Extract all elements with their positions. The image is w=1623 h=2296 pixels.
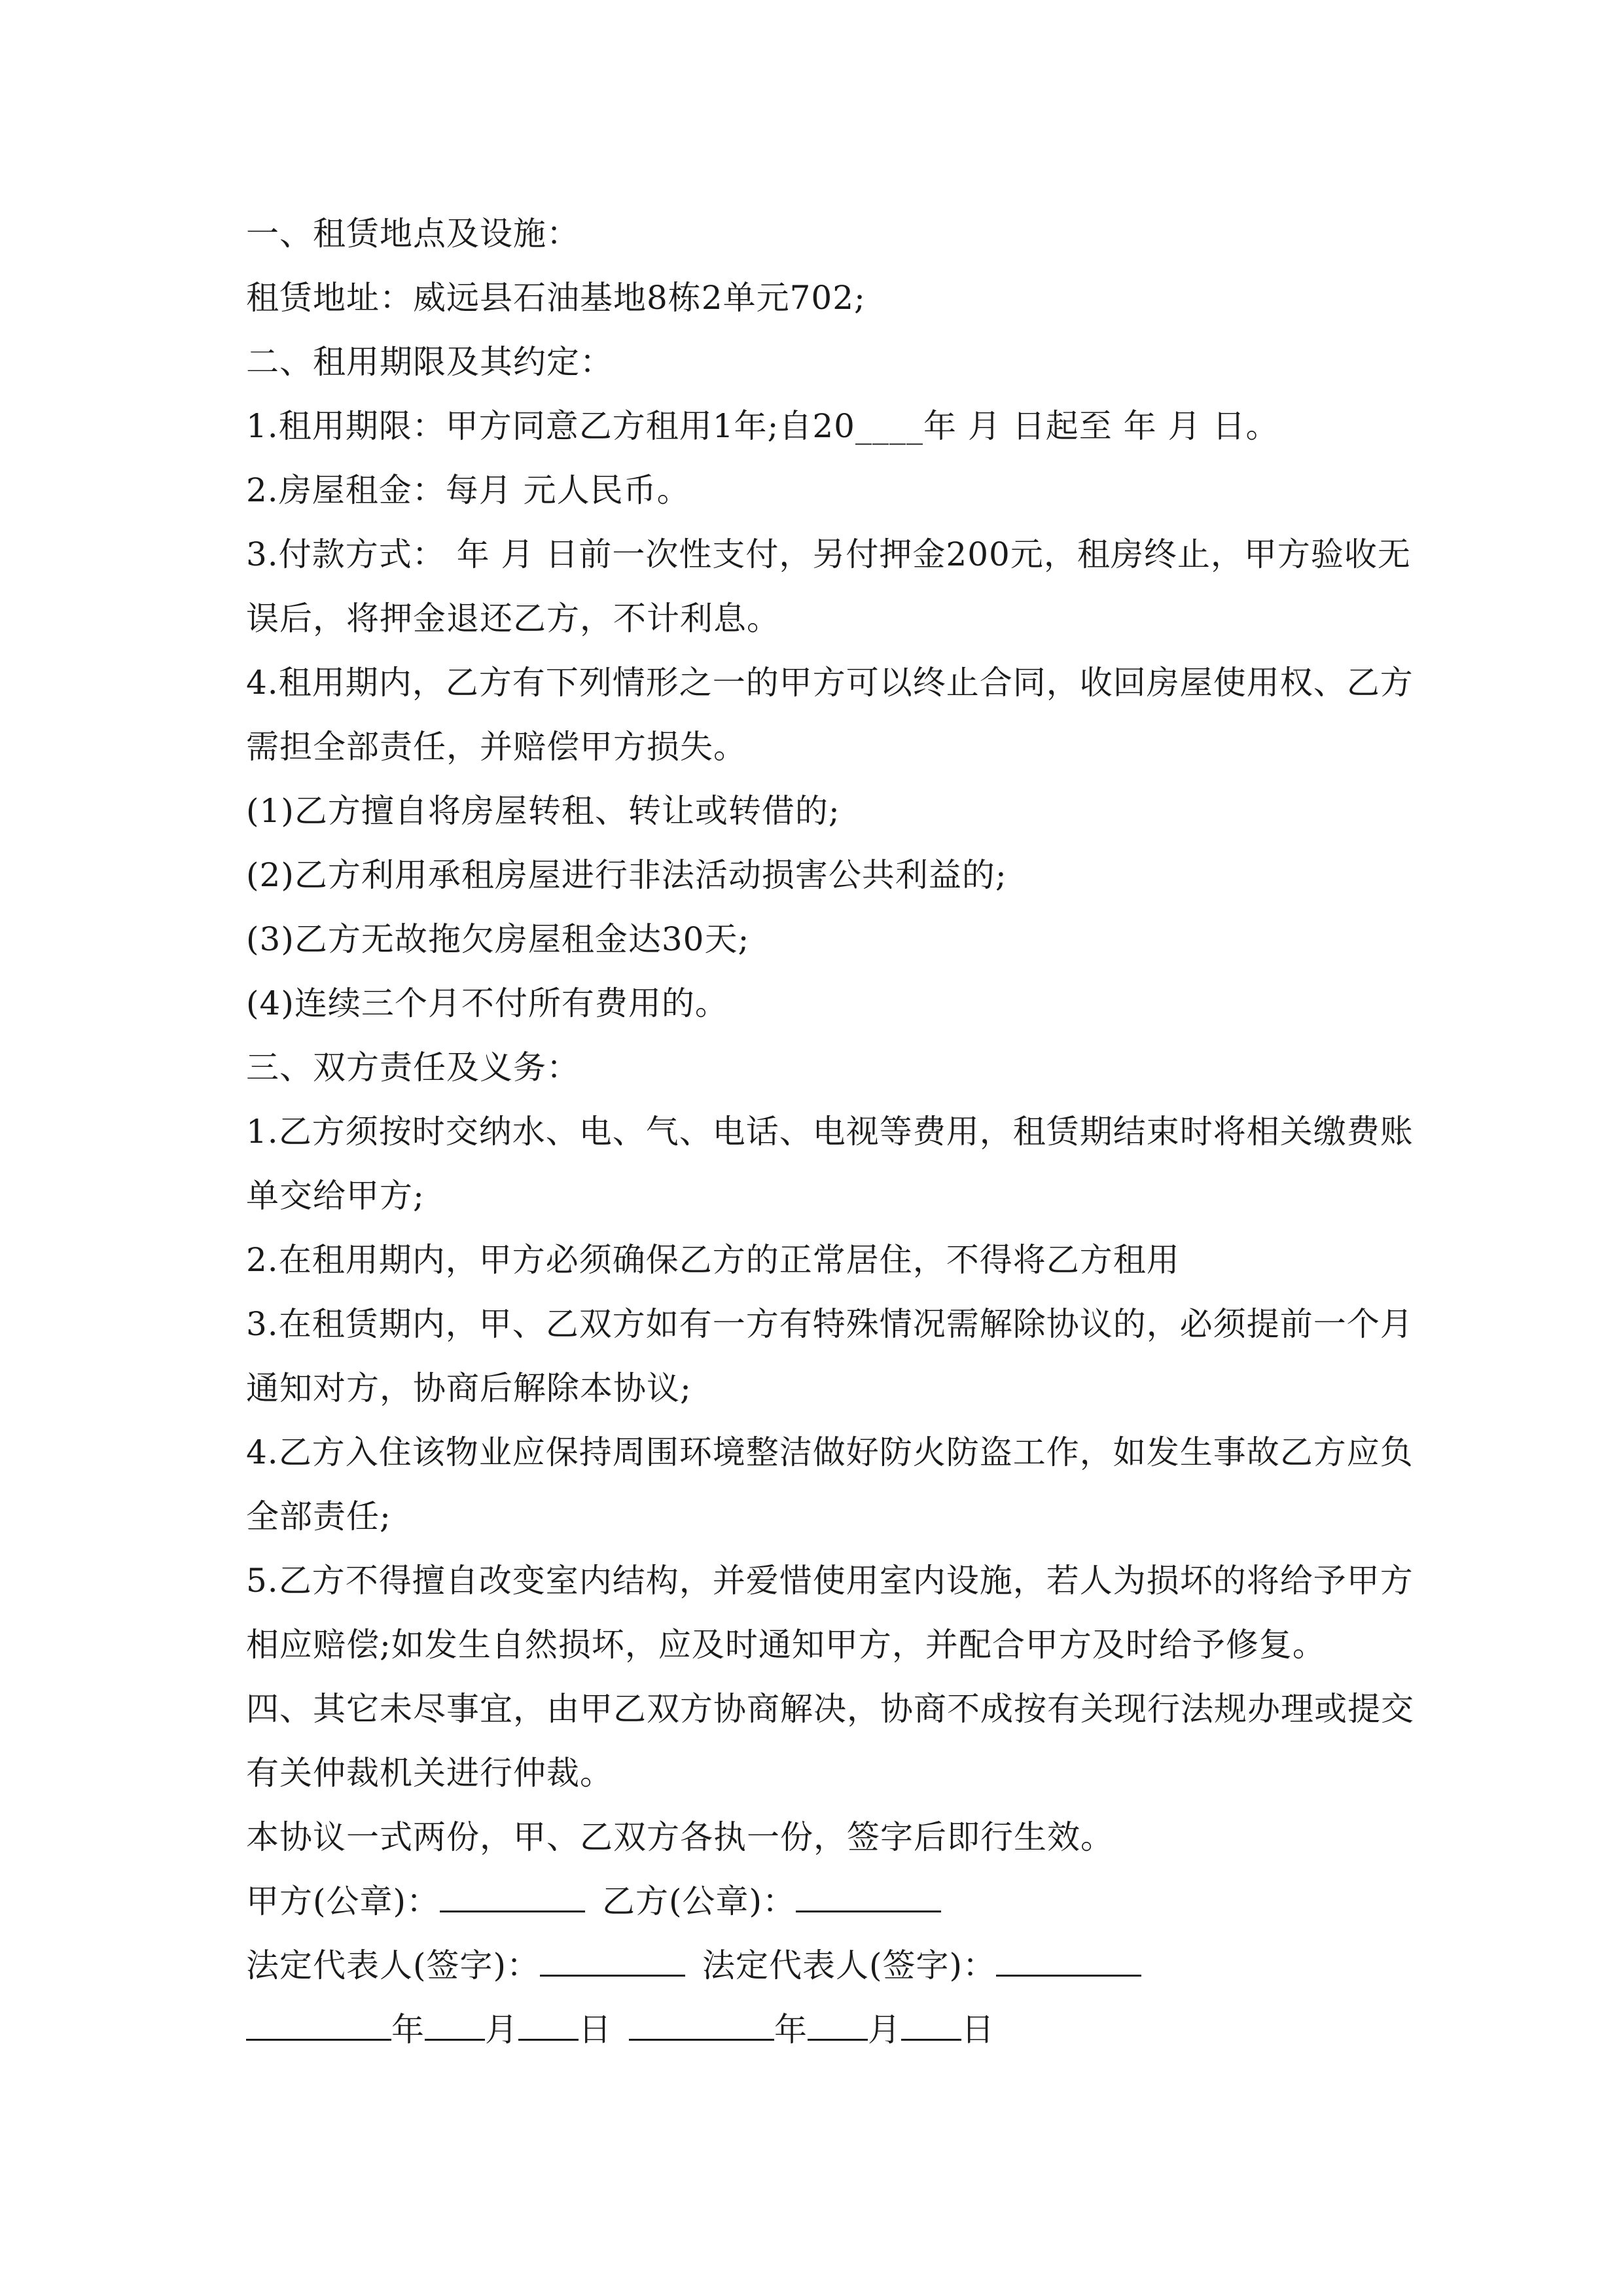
termination-item-1: (1)乙方擅自将房屋转租、转让或转借的; xyxy=(246,792,840,830)
contract-page xyxy=(246,202,1414,2062)
effectiveness-clause: 本协议一式两份，甲、乙双方各执一份，签字后即行生效。 xyxy=(246,1818,1114,1856)
date-b-day-blank xyxy=(901,2010,961,2041)
duty-clause-5-cont: 相应赔偿;如发生自然损坏，应及时通知甲方，并配合甲方及时给予修复。 xyxy=(246,1626,1326,1664)
termination-item-4: (4)连续三个月不付所有费用的。 xyxy=(246,984,728,1022)
duty-clause-1: 1.乙方须按时交纳水、电、气、电话、电视等费用，租赁期结束时将相关缴费账 xyxy=(246,1113,1414,1151)
legal-rep-a-label: 法定代表人(签字)： xyxy=(246,1946,541,1984)
section-heading-4: 四、其它未尽事宜，由甲乙双方协商解决，协商不成按有关现行法规办理或提交 xyxy=(246,1690,1414,1728)
legal-rep-row xyxy=(246,1933,1385,1998)
termination-clause-cont: 需担全部责任，并赔偿甲方损失。 xyxy=(246,728,747,766)
termination-item-2: (2)乙方利用承租房屋进行非法活动损害公共利益的; xyxy=(246,856,1007,894)
legal-rep-b-blank xyxy=(996,1946,1141,1977)
date-a-month-blank xyxy=(425,2010,485,2041)
duty-clause-5: 5.乙方不得擅自改变室内结构，并爱惜使用室内设施，若人为损坏的将给予甲方 xyxy=(246,1562,1414,1600)
date-b-year-blank xyxy=(629,2010,774,2041)
date-b-year-label: 年 xyxy=(774,2011,808,2049)
duty-clause-2: 2.在租用期内，甲方必须确保乙方的正常居住，不得将乙方租用 xyxy=(246,1241,1180,1279)
date-b-day-label: 日 xyxy=(961,2011,995,2049)
duty-clause-4: 4.乙方入住该物业应保持周围环境整洁做好防火防盗工作，如发生事故乙方应负 xyxy=(246,1433,1414,1471)
legal-rep-a-blank xyxy=(540,1946,685,1977)
payment-method-clause: 3.付款方式： 年 月 日前一次性支付，另付押金200元，租房终止，甲方验收无 xyxy=(246,535,1411,573)
rental-address: 租赁地址：威远县石油基地8栋2单元702; xyxy=(246,279,866,317)
rent-amount-clause: 2.房屋租金：每月 元人民币。 xyxy=(246,471,690,509)
date-b-month-blank xyxy=(808,2010,868,2041)
termination-clause: 4.租用期内，乙方有下列情形之一的甲方可以终止合同，收回房屋使用权、乙方 xyxy=(246,664,1414,702)
section-heading-1: 一、租赁地点及设施： xyxy=(246,215,580,253)
payment-method-clause-cont: 误后，将押金退还乙方，不计利息。 xyxy=(246,600,780,637)
party-a-seal-label: 甲方(公章)： xyxy=(246,1882,440,1920)
date-a-day-label: 日 xyxy=(579,2011,612,2049)
section-4-cont: 有关仲裁机关进行仲裁。 xyxy=(246,1754,613,1792)
duty-clause-4-cont: 全部责任; xyxy=(246,1498,391,1535)
duty-clause-1-cont: 单交给甲方; xyxy=(246,1177,425,1215)
party-b-seal-blank xyxy=(796,1882,941,1912)
date-a-year-label: 年 xyxy=(391,2011,425,2049)
seal-row xyxy=(246,1869,1385,1933)
section-heading-3: 三、双方责任及义务： xyxy=(246,1049,580,1086)
section-heading-2: 二、租用期限及其约定： xyxy=(246,343,613,381)
date-b-month-label: 月 xyxy=(868,2011,901,2049)
date-row xyxy=(246,1998,1385,2062)
date-a-month-label: 月 xyxy=(485,2011,518,2049)
duty-clause-3: 3.在租赁期内，甲、乙双方如有一方有特殊情况需解除协议的，必须提前一个月 xyxy=(246,1305,1414,1343)
date-a-day-blank xyxy=(518,2010,579,2041)
rental-period-clause: 1.租用期限：甲方同意乙方租用1年;自20____年 月 日起至 年 月 日。 xyxy=(246,407,1279,445)
duty-clause-3-cont: 通知对方，协商后解除本协议; xyxy=(246,1369,692,1407)
party-a-seal-blank xyxy=(440,1882,585,1912)
date-a-year-blank xyxy=(246,2010,391,2041)
legal-rep-b-label: 法定代表人(签字)： xyxy=(702,1946,997,1984)
party-b-seal-label: 乙方(公章)： xyxy=(602,1882,796,1920)
termination-item-3: (3)乙方无故拖欠房屋租金达30天; xyxy=(246,920,750,958)
